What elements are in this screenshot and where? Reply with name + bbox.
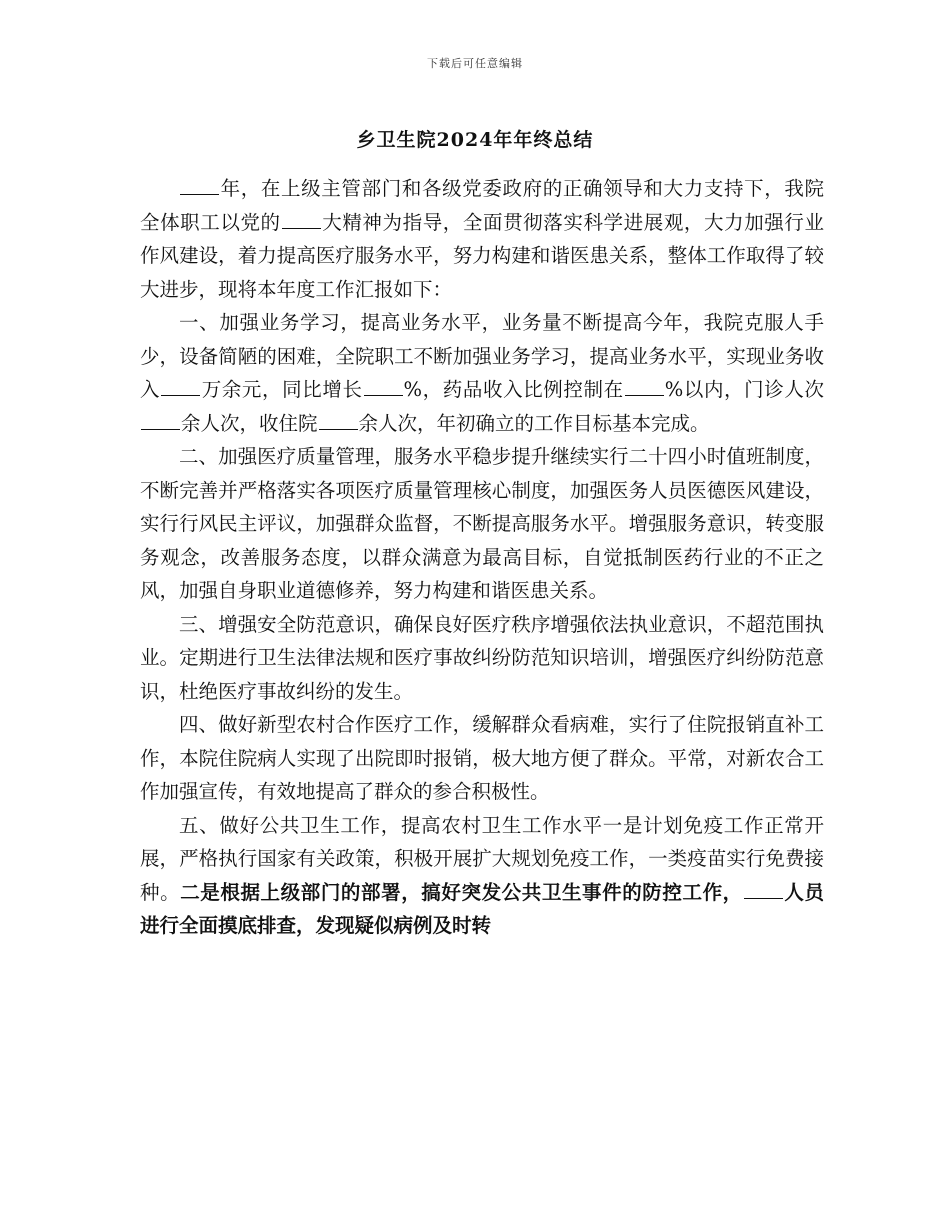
fill-in-blank — [141, 407, 180, 429]
section5-text-bold-2: 人员进行全面摸底排查，发现疑似病例及时转 — [140, 880, 824, 937]
fill-in-blank — [364, 374, 403, 396]
fill-in-blank — [161, 374, 200, 396]
fill-in-blank — [319, 407, 358, 429]
section1-text-3: %，药品收入比例控制在 — [403, 378, 624, 401]
paragraph-section-3: 三、增强安全防范意识，确保良好医疗秩序增强依法执业意识，不超范围执业。定期进行卫生法律法规和医疗事故纠纷防范知识培训，增强医疗纠纷防范意识，杜绝医疗事故纠纷的发生。 — [140, 612, 824, 703]
fill-in-blank — [180, 173, 219, 195]
paragraph-intro — [140, 172, 824, 306]
document-title: 乡卫生院2024年年终总结 — [356, 129, 594, 151]
section1-text-4: %以内，门诊人次 — [664, 378, 824, 401]
section1-text-1: 一、加强业务学习，提高业务水平，业务量不断提高今年，我院克服人手少，设备简陋的困难，全院职工不断加强业务学习，提高业务水平，实现业务收入 — [140, 311, 824, 401]
paragraph-section-5 — [140, 809, 824, 943]
header-note: 下载后可任意编辑 — [427, 57, 523, 70]
section5-text-bold-1: 二是根据上级部门的部署，搞好突发公共卫生事件的防控工作， — [180, 880, 743, 904]
fill-in-blank — [744, 876, 783, 898]
paragraph-section-1 — [140, 306, 824, 440]
paragraph-section-4: 四、做好新型农村合作医疗工作，缓解群众看病难，实行了住院报销直补工作，本院住院病人实现了出院即时报销，极大地方便了群众。平常，对新农合工作加强宣传，有效地提高了群众的参合积极性。 — [140, 713, 824, 803]
section1-text-5: 余人次，收住院 — [181, 411, 318, 435]
fill-in-blank — [282, 206, 321, 228]
fill-in-blank — [625, 374, 664, 396]
intro-text-2: 大精神为指导，全面贯彻落实科学进展观，大力加强行业作风建设，着力提高医疗服务水平，努力构建和谐医患关系，整体工作取得了较大进步，现将本年度工作汇报如下： — [140, 210, 824, 301]
document-body — [140, 172, 824, 943]
paragraph-section-2: 二、加强医疗质量管理，服务水平稳步提升继续实行二十四小时值班制度，不断完善并严格落实各项医疗质量管理核心制度，加强医务人员医德医风建设，实行行风民主评议，加强群众监督，不断提高服务水平。增强服务意识，转变服务观念，改善服务态度，以群众满意为最高目标，自觉抵制医药行业的不正之风，加强自身职业道德修养，努力构建和谐医患关系。 — [140, 445, 824, 602]
section5-text-normal: 五、做好公共卫生工作，提高农村卫生工作水平一是计划免疫工作正常开展，严格执行国家有关政策，积极开展扩大规划免疫工作，一类疫苗实行免费接种。 — [140, 813, 824, 904]
section1-text-6: 余人次，年初确立的工作目标基本完成。 — [358, 411, 710, 435]
intro-text-1: 年，在上级主管部门和各级党委政府的正确领导和大力支持下，我院全体职工以党的 — [140, 177, 824, 234]
section1-text-2: 万余元，同比增长 — [201, 378, 363, 401]
